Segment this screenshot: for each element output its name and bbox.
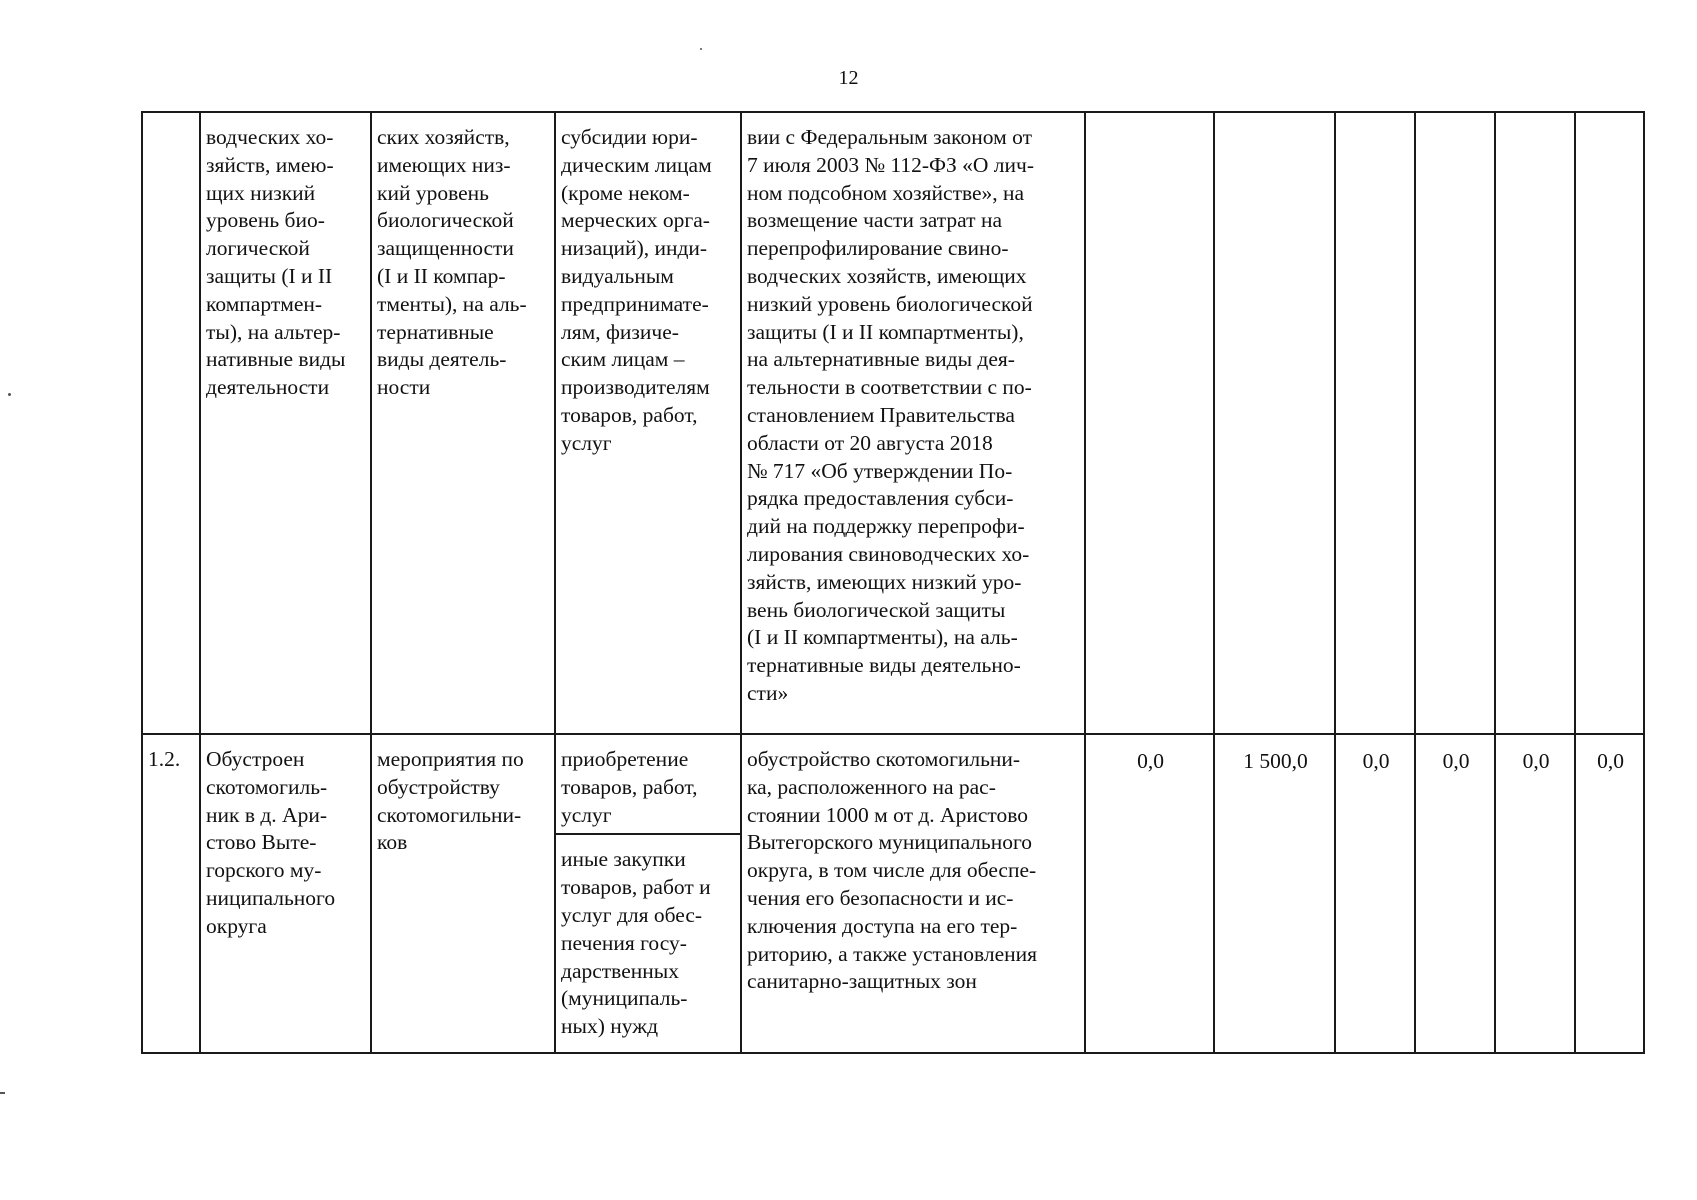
- scan-speck: [0, 1092, 5, 1094]
- table-row-1-2: [142, 734, 1644, 834]
- cell-value-2: [1214, 112, 1335, 734]
- cell-value-1: [1085, 112, 1214, 734]
- cell-value-6: 0,0: [1575, 734, 1644, 1053]
- cell-description: обустройство скотомогильни- ка, расположенного на рас- стоянии 1000 м от д. Аристово Вытегорского муниципального округа, в том числе для обеспе- чения его безопасности и ис- ключения доступа на его тер- риторию, а также установления санитарно-защитных зон: [741, 734, 1085, 1053]
- cell-value-6: [1575, 112, 1644, 734]
- scan-speck: [700, 48, 702, 50]
- cell-measure: ских хозяйств, имеющих низ- кий уровень биологической защищенности (I и II компар- тменты), на аль- тернативные виды деятель- ности: [371, 112, 555, 734]
- page-number: 12: [838, 67, 859, 89]
- cell-value-3: 0,0: [1335, 734, 1415, 1053]
- cell-value-2: 1 500,0: [1214, 734, 1335, 1053]
- scan-speck: [8, 393, 11, 396]
- cell-value-4: 0,0: [1415, 734, 1495, 1053]
- cell-result: водческих хо- зяйств, имею- щих низкий уровень био- логической защиты (I и II компартмен- ты), на альтер- нативные виды деятельности: [200, 112, 371, 734]
- cell-expense-type-1: приобретение товаров, работ, услуг: [555, 734, 741, 834]
- cell-description: вии с Федеральным законом от 7 июля 2003 № 112-ФЗ «О лич- ном подсобном хозяйстве», на возмещение части затрат на перепрофилирование свино- водческих хозяйств, имеющих низкий уровень биологической защиты (I и II компартменты), на альтернативные виды дея- тельности в соответствии с по- становлением Правительства области от 20 августа 2018 № 717 «Об утверждении По- рядка предоставления субси- дий на поддержку перепрофи- лирования свиноводческих хо- зяйств, имеющих низкий уро- вень биологической защиты (I и II компартменты), на аль- тернативные виды деятельно- сти»: [741, 112, 1085, 734]
- cell-index: [142, 112, 200, 734]
- cell-expense-type: субсидии юри- дическим лицам (кроме неком- мерческих орга- низаций), инди- видуальным предпринимате- лям, физиче- ским лицам – производителям товаров, работ, услуг: [555, 112, 741, 734]
- cell-measure: мероприятия по обустройству скотомогильни- ков: [371, 734, 555, 1053]
- cell-value-3: [1335, 112, 1415, 734]
- cell-value-1: 0,0: [1085, 734, 1214, 1053]
- cell-result: Обустроен скотомогиль- ник в д. Ари- стово Выте- горского му- ниципального округа: [200, 734, 371, 1053]
- cell-expense-type-2: иные закупки товаров, работ и услуг для обес- печения госу- дарственных (муниципаль- ных) нужд: [555, 834, 741, 1053]
- cell-value-4: [1415, 112, 1495, 734]
- cell-index: 1.2.: [142, 734, 200, 1053]
- budget-measures-table: [141, 111, 1645, 1054]
- cell-value-5: [1495, 112, 1575, 734]
- cell-value-5: 0,0: [1495, 734, 1575, 1053]
- table-row-continuation: [142, 112, 1644, 734]
